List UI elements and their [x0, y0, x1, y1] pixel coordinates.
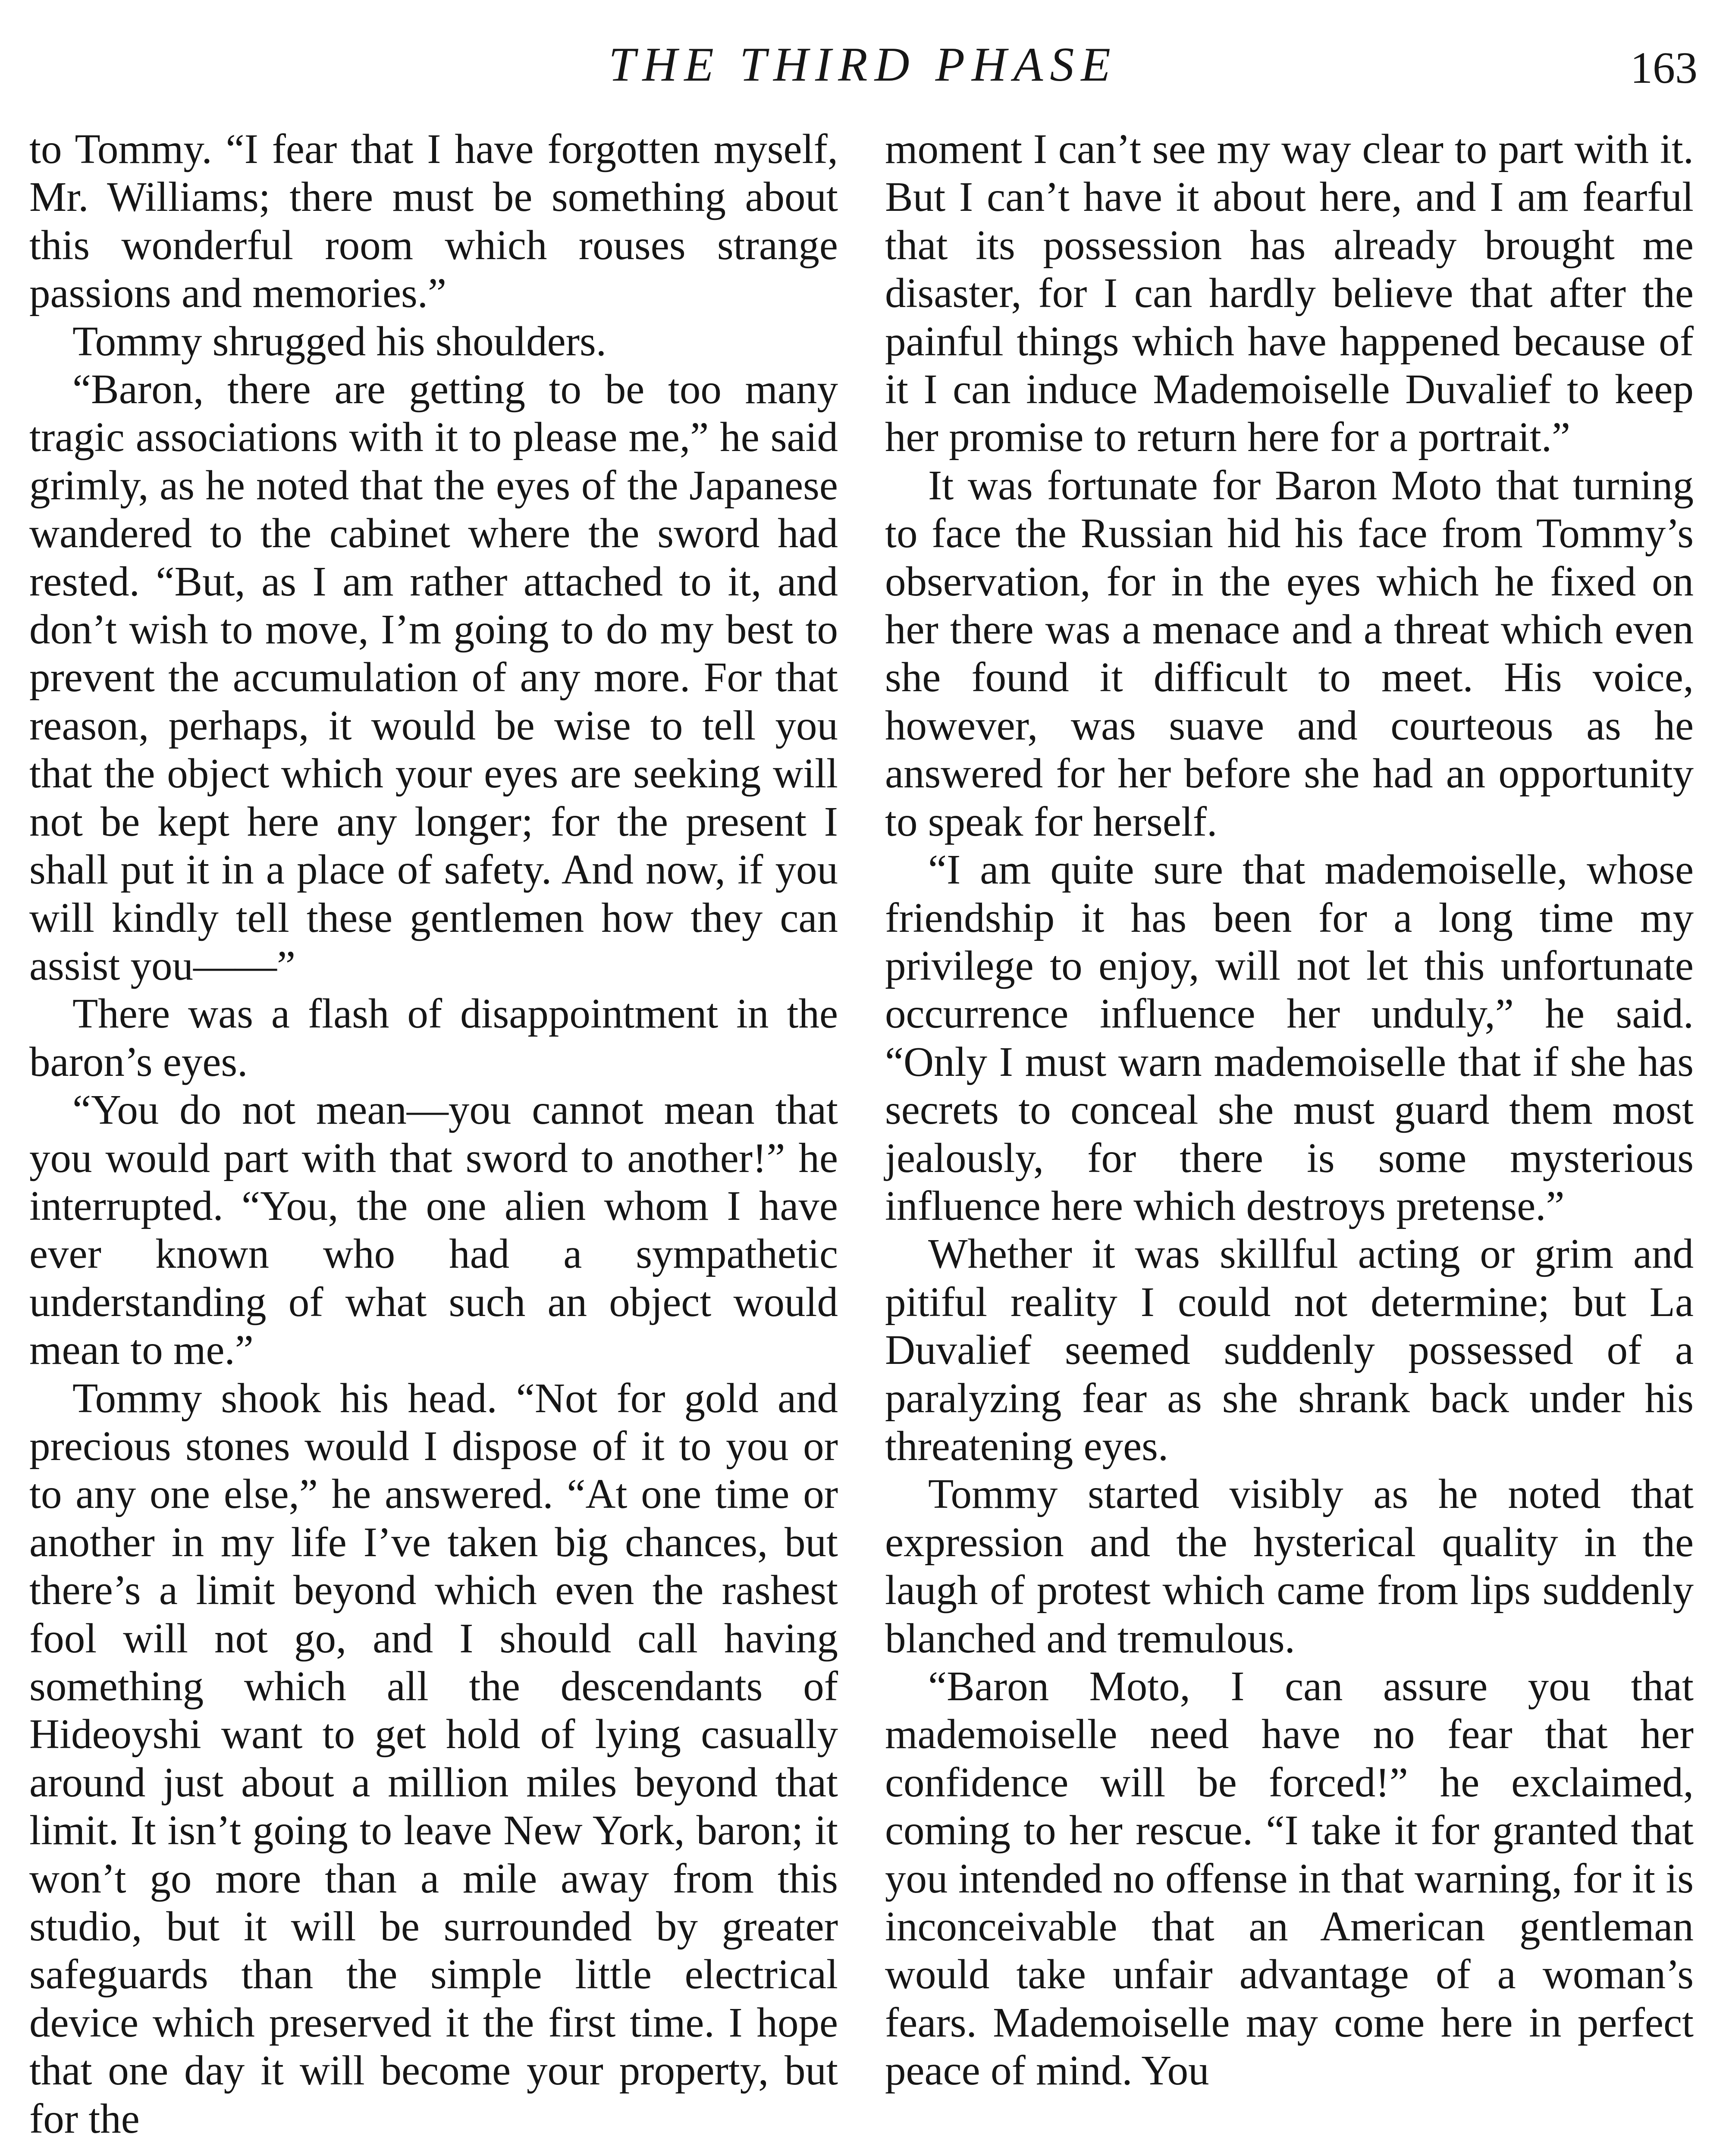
text-column-left: [29, 125, 838, 2143]
paragraph: There was a flash of disappointment in the baron’s eyes.: [29, 990, 838, 1085]
page-number: 163: [1630, 43, 1698, 93]
paragraph: to Tommy. “I fear that I have forgotten myself, Mr. Williams; there must be something about this wonderful room which rouses strange passions and memories.”: [29, 126, 838, 317]
paragraph: Tommy shook his head. “Not for gold and precious stones would I dispose of it to you or to any one else,” he answered. “At one time or another in my life I’ve taken big chances, but there’s a limit beyond which even the rashest fool will not go, and I should call having something which all the descendants of Hideoyshi want to get hold of lying casually around just about a million miles beyond that limit. It isn’t going to leave New York, baron; it won’t go more than a mile away from this studio, but it will be surrounded by greater safeguards than the simple little electrical device which preserved it the first time. I hope that one day it will become your property, but for the: [29, 1375, 838, 2142]
paragraph: “You do not mean—you cannot mean that you would part with that sword to another!” he interrupted. “You, the one alien whom I have ever known who had a sympathetic understanding of what such an object would mean to me.”: [29, 1087, 838, 1373]
paragraph: “I am quite sure that mademoiselle, whose friendship it has been for a long time my privilege to enjoy, will not let this unfortunate occurrence influence her unduly,” he said. “Only I must warn mademoiselle that if she has secrets to conceal she must guard them most jealously, for there is some mysterious influence here which destroys pretense.”: [885, 846, 1694, 1229]
paragraph: “Baron, there are getting to be too many tragic associations with it to please me,” he said grimly, as he noted that the eyes of the Japanese wandered to the cabinet where the sword had rested. “But, as I am rather attached to it, and don’t wish to move, I’m going to do my best to prevent the accumulation of any more. For that reason, perhaps, it would be wise to tell you that the object which your eyes are seeking will not be kept here any longer; for the present I shall put it in a place of safety. And now, if you will kindly tell these gentlemen how they can assist you——”: [29, 366, 838, 989]
paragraph: Tommy shrugged his shoulders.: [72, 318, 606, 364]
paragraph: Tommy started visibly as he noted that expression and the hysterical quality in the laugh of protest which came from lips suddenly blanched and tremulous.: [885, 1471, 1694, 1661]
paragraph: “Baron Moto, I can assure you that mademoiselle need have no fear that her confidence will be forced!” he exclaimed, coming to her rescue. “I take it for granted that you intended no offense in that warning, for it is inconceivable that an American gentleman would take unfair advantage of a woman’s fears. Mademoiselle may come here in perfect peace of mind. You: [885, 1663, 1694, 2094]
text-column-right: [885, 125, 1694, 2095]
running-head-title: THE THIRD PHASE: [609, 38, 1117, 91]
paragraph: Whether it was skillful acting or grim and pitiful reality I could not determine; but La Duvalief seemed suddenly possessed of a paralyzing fear as she shrank back under his threatening eyes.: [885, 1231, 1694, 1469]
paragraph: moment I can’t see my way clear to part with it. But I can’t have it about here, and I am fearful that its possession has already brought me disaster, for I can hardly believe that after the painful things which have happened because of it I can induce Mademoiselle Duvalief to keep her promise to return here for a portrait.”: [885, 126, 1694, 461]
paragraph: It was fortunate for Baron Moto that turning to face the Russian hid his face from Tommy’s observation, for in the eyes which he fixed on her there was a menace and a threat which even she found it difficult to meet. His voice, however, was suave and courteous as he answered for her before she had an opportunity to speak for herself.: [885, 462, 1694, 845]
running-head: [0, 34, 1726, 95]
